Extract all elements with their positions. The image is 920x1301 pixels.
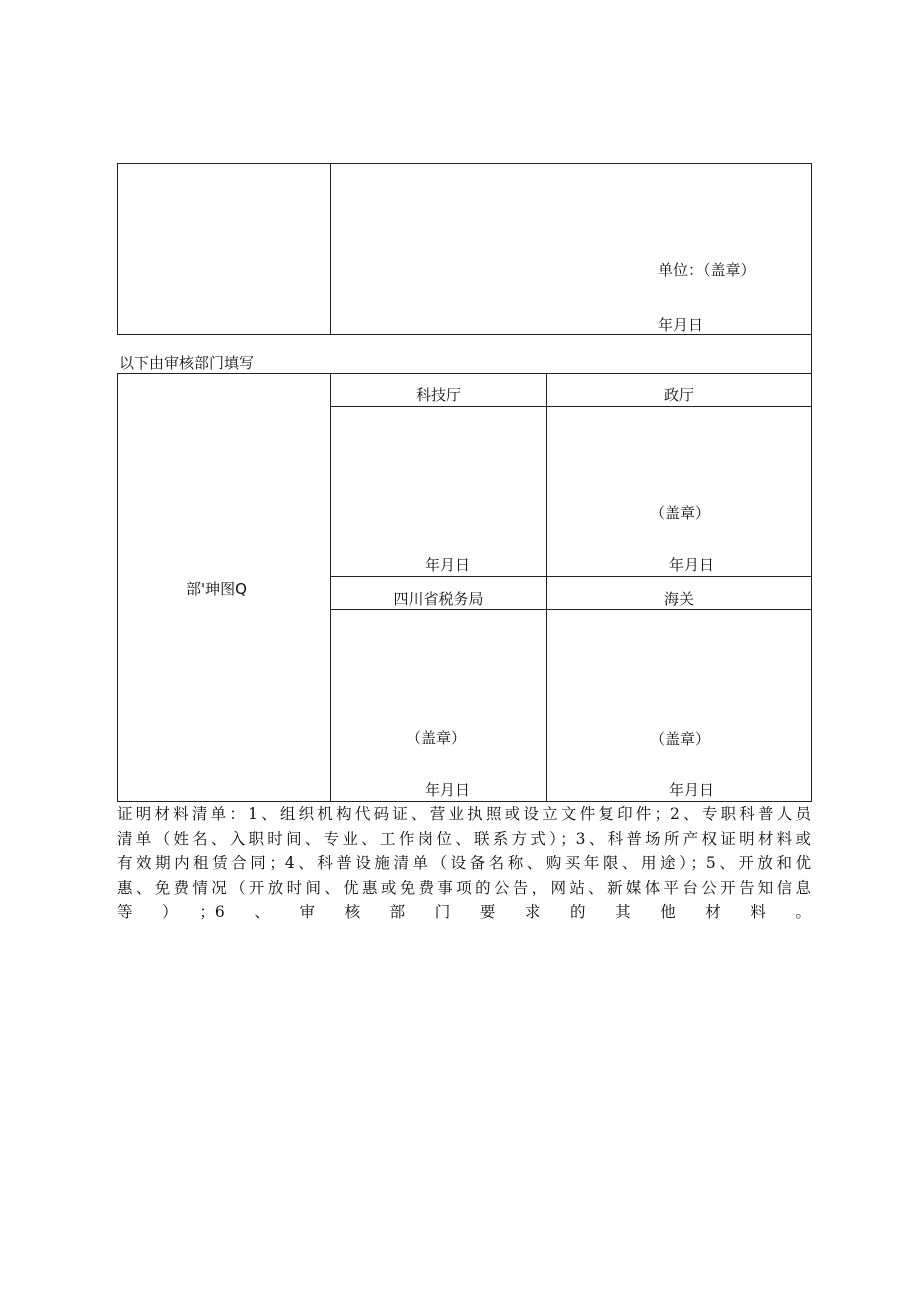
dept-date-3: 年月日 bbox=[425, 781, 471, 799]
materials-list-note bbox=[117, 802, 811, 925]
dept-header-divider-2 bbox=[330, 609, 812, 610]
note-line-4: 惠、免费情况（开放时间、优惠或免费事项的公告，网站、新媒体平台公开告知信息 bbox=[117, 878, 811, 897]
dept-row-divider bbox=[330, 576, 812, 577]
note-line-2: 清单（姓名、入职时间、专业、工作岗位、联系方式）；3、科普场所产权证明材料或 bbox=[117, 829, 811, 848]
dept-col-divider bbox=[546, 373, 547, 802]
dept-date-4: 年月日 bbox=[669, 781, 715, 799]
table-border-top bbox=[117, 163, 812, 164]
review-left-label: 部'珅图Q bbox=[186, 580, 247, 598]
dept-header-divider-1 bbox=[330, 406, 812, 407]
dept-date-1: 年月日 bbox=[425, 556, 471, 574]
unit-seal-label: 单位：（盖章） bbox=[658, 261, 756, 279]
col-divider-bottom bbox=[330, 373, 331, 802]
col-divider-top bbox=[330, 163, 331, 335]
dept-seal-4: （盖章） bbox=[650, 730, 711, 748]
note-line-1: 证明材料清单：1、组织机构代码证、营业执照或设立文件复印件；2、专职科普人员 bbox=[117, 805, 811, 823]
dept-name-1: 科技厅 bbox=[415, 386, 461, 404]
table-border-right bbox=[811, 163, 812, 802]
dept-date-2: 年月日 bbox=[669, 556, 715, 574]
dept-name-3: 四川省税务局 bbox=[393, 590, 484, 608]
table-border-left-bottom bbox=[117, 373, 118, 802]
dept-seal-3: （盖章） bbox=[406, 729, 467, 747]
dept-name-2: 政厅 bbox=[663, 386, 694, 404]
review-header: 以下由审核部门填写 bbox=[119, 354, 255, 372]
note-line-3: 有效期内租赁合同；4、科普设施清单（设备名称、购买年限、用途）；5、开放和优 bbox=[117, 854, 811, 872]
note-line-5: 等）；6、审核部门要求的其他材料。 bbox=[117, 903, 811, 921]
top-date-label: 年月日 bbox=[658, 316, 704, 334]
table-border-left-top bbox=[117, 163, 118, 335]
dept-name-4: 海关 bbox=[663, 590, 694, 608]
row-divider-2 bbox=[117, 373, 812, 374]
dept-seal-2: （盖章） bbox=[650, 504, 711, 522]
row-divider-1 bbox=[117, 334, 812, 335]
